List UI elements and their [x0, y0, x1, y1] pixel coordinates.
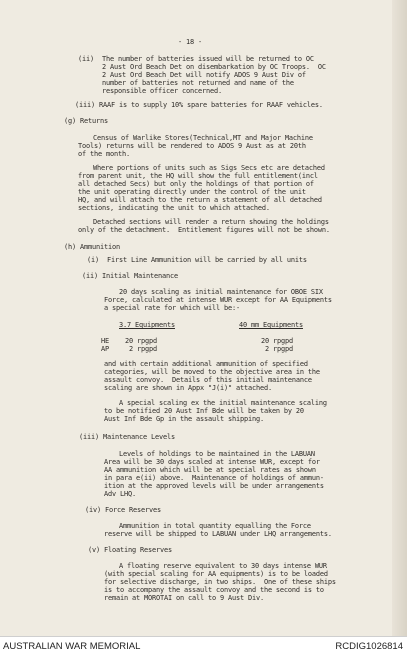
- footer-record-id: RCDIG1026814: [335, 641, 403, 652]
- text-line: Tools) returns will be rendered to ADOS 9 Aust as at 20th: [78, 142, 306, 150]
- text-line: 20 days scaling as initial maintenance for OBOE SIX: [119, 288, 323, 296]
- text-line: A special scaling ex the initial maintenance scaling: [119, 399, 327, 407]
- text-line: the unit operating directly under the control of the unit: [78, 188, 306, 196]
- footer-institution: AUSTRALIAN WAR MEMORIAL: [3, 641, 141, 652]
- column-header-40mm: 40 mm Equipments: [239, 321, 303, 329]
- rate-value-40mm: 20 rpgpd: [261, 337, 293, 345]
- page-edge-shadow: [392, 0, 407, 636]
- text-line: AA ammunition which will be at special rates as shown: [104, 466, 316, 474]
- text-line: of the month.: [78, 150, 130, 158]
- text-line: is to accompany the assault convoy and the second is to: [104, 586, 324, 594]
- text-line: for selective discharge, in two ships. One of these ships: [104, 578, 336, 586]
- text-line: (with special scaling for AA equipments) is to be loaded: [104, 570, 328, 578]
- text-line: 2 Aust Ord Beach Det on disembarkation by OC Troops. OC: [78, 63, 326, 71]
- text-line: from parent unit, the HQ will show the full entitlement(incl: [78, 172, 318, 180]
- text-line: responsible officer concerned.: [78, 87, 222, 95]
- text-line: Census of Warlike Stores(Technical,MT and Major Machine: [93, 134, 313, 142]
- text-line: sections, indicating the unit to which attached.: [78, 204, 270, 212]
- rate-value-40mm: 2 rpgpd: [261, 345, 293, 353]
- text-line: reserve will be shipped to LABUAN under LHQ arrangements.: [104, 530, 332, 538]
- rate-row-he: HE 20 rpgpd: [101, 337, 157, 345]
- text-line: in para e(ii) above. Maintenance of holdings of ammun-: [104, 474, 324, 482]
- text-line: a special rate for which will be:-: [104, 304, 240, 312]
- subheading-maintenance-levels: (iii) Maintenance Levels: [79, 433, 175, 441]
- text-line: Detached sections will render a return showing the holdings: [93, 218, 329, 226]
- text-line: A floating reserve equivalent to 30 days intense WUR: [119, 562, 327, 570]
- subheading-initial-maintenance: (ii) Initial Maintenance: [82, 272, 178, 280]
- section-heading-returns: (g) Returns: [64, 117, 108, 125]
- archive-footer: [0, 636, 407, 655]
- subheading-floating-reserves: (v) Floating Reserves: [88, 546, 172, 554]
- text-line: to be notified 20 Aust Inf Bde will be taken by 20: [104, 407, 304, 415]
- page-number: - 18 -: [178, 38, 202, 46]
- text-line: and with certain additional ammunition of specified: [104, 360, 308, 368]
- text-line: scaling are shown in Appx "J(i)" attached.: [104, 384, 272, 392]
- text-line: only of the detachment. Entitlement figures will not be shown.: [78, 226, 330, 234]
- text-line: Levels of holdings to be maintained in the LABUAN: [119, 450, 315, 458]
- column-header-3-7: 3.7 Equipments: [119, 321, 175, 329]
- text-line: all detached Secs) but only the holdings of that portion of: [78, 180, 314, 188]
- text-line: Area will be 30 days scaled at intense WUR, except for: [104, 458, 320, 466]
- text-line: Where portions of units such as Sigs Secs etc are detached: [93, 164, 325, 172]
- text-line: (ii) The number of batteries issued will be returned to OC: [78, 55, 314, 63]
- section-heading-ammunition: (h) Ammunition: [64, 243, 120, 251]
- text-line: number of batteries not returned and name of the: [78, 79, 294, 87]
- text-line: ition at the approved levels will be under arrangements: [104, 482, 324, 490]
- text-line: (iii) RAAF is to supply 10% spare batteries for RAAF vehicles.: [75, 101, 323, 109]
- rate-row-ap: AP 2 rpgpd: [101, 345, 157, 353]
- text-line: categories, will be moved to the objective area in the: [104, 368, 320, 376]
- text-line: Force, calculated at intense WUR except for AA Equipments: [104, 296, 332, 304]
- text-line: HQ, and will attach to the return a statement of all detached: [78, 196, 322, 204]
- text-line: Ammunition in total quantity equalling the Force: [119, 522, 311, 530]
- text-line: Adv LHQ.: [104, 490, 136, 498]
- text-line: remain at MOROTAI on call to 9 Aust Div.: [104, 594, 264, 602]
- subheading-first-line: (i) First Line Ammunition will be carried by all units: [87, 256, 307, 264]
- text-line: assault convoy. Details of this initial maintenance: [104, 376, 312, 384]
- subheading-force-reserves: (iv) Force Reserves: [85, 506, 161, 514]
- text-line: Aust Inf Bde Gp in the assault shipping.: [104, 415, 264, 423]
- text-line: 2 Aust Ord Beach Det will notify ADOS 9 Aust Div of: [78, 71, 306, 79]
